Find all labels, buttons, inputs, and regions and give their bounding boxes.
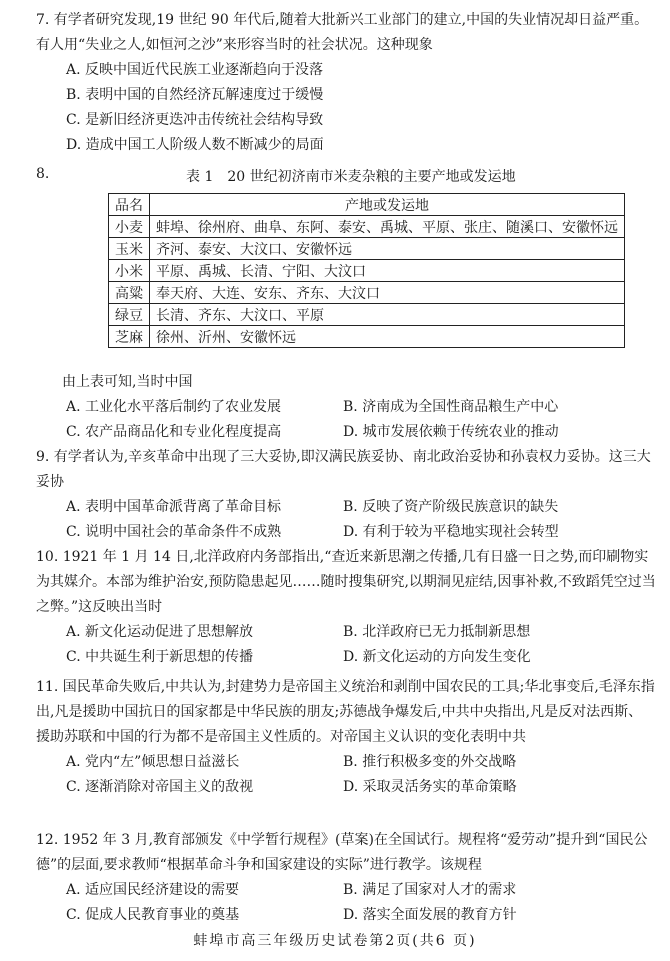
header-origin: 产地或发运地 bbox=[150, 194, 625, 216]
table-row bbox=[109, 282, 625, 304]
page-footer: 蚌埠市高三年级历史试卷第2页(共6 页) bbox=[193, 933, 477, 949]
option-c: C. 是新旧经济更迭冲击传统社会结构导致 bbox=[66, 112, 324, 128]
cell-origin: 徐州、沂州、安徽怀远 bbox=[150, 326, 625, 348]
header-name: 品名 bbox=[109, 194, 150, 216]
cell-grain: 高粱 bbox=[109, 282, 150, 304]
question-12 bbox=[36, 828, 656, 903]
cell-grain: 小米 bbox=[109, 260, 150, 282]
question-10 bbox=[36, 545, 656, 670]
cell-origin: 齐河、泰安、大汶口、安徽怀远 bbox=[150, 238, 625, 260]
table-header-row bbox=[109, 194, 625, 216]
table-row bbox=[109, 326, 625, 348]
option-a: A. 党内“左”倾思想日益滋长 bbox=[66, 754, 240, 770]
option-c: C. 农产品商品化和专业化程度提高 bbox=[66, 424, 282, 440]
option-d: D. 采取灵活务实的革命策略 bbox=[343, 779, 517, 795]
option-c: C. 说明中国社会的革命条件不成熟 bbox=[66, 524, 282, 540]
option-a: A. 表明中国革命派背离了革命目标 bbox=[66, 499, 282, 515]
option-d: D. 城市发展依赖于传统农业的推动 bbox=[343, 424, 559, 440]
option-b: B. 满足了国家对人才的需求 bbox=[343, 882, 517, 898]
question-9 bbox=[36, 445, 656, 545]
cell-origin: 长清、齐东、大汶口、平原 bbox=[150, 304, 625, 326]
option-b: B. 反映了资产阶级民族意识的缺失 bbox=[343, 499, 559, 515]
cell-grain: 小麦 bbox=[109, 216, 150, 238]
option-d: D. 有利于较为平稳地实现社会转型 bbox=[343, 524, 559, 540]
question-stem: 由上表可知,当时中国 bbox=[62, 374, 193, 390]
option-b: B. 济南成为全国性商品粮生产中心 bbox=[343, 399, 559, 415]
question-12-options-cd bbox=[36, 903, 656, 928]
question-stem: 11. 国民革命失败后,中共认为,封建势力是帝国主义统治和剥削中国农民的工具;华北事变后,毛泽东指出,凡是援助中国抗日的国家都是中华民族的朋友;苏德战争爆发后,中共中央指出,凡是反对法西斯、援助苏联和中国的行为都不是帝国主义性质的。对帝国主义认识的变化表明中共 bbox=[36, 679, 655, 745]
table-caption: 表 1 20 世纪初济南市米麦杂粮的主要产地或发运地 bbox=[186, 169, 516, 185]
option-d: D. 造成中国工人阶级人数不断减少的局面 bbox=[66, 137, 324, 153]
table-row bbox=[109, 238, 625, 260]
option-b: B. 北洋政府已无力抵制新思想 bbox=[343, 624, 531, 640]
option-d: D. 新文化运动的方向发生变化 bbox=[343, 649, 531, 665]
option-b: B. 表明中国的自然经济瓦解速度过于缓慢 bbox=[66, 87, 324, 103]
option-c: C. 中共诞生利于新思想的传播 bbox=[66, 649, 254, 665]
question-11 bbox=[36, 675, 656, 800]
table-row bbox=[109, 304, 625, 326]
table-row bbox=[109, 216, 625, 238]
question-stem: 12. 1952 年 3 月,教育部颁发《中学暂行规程》(草案)在全国试行。规程将“爱劳动”提升到“国民公德”的层面,要求教师“根据革命斗争和国家建设的实际”进行教学。该规程 bbox=[36, 832, 648, 873]
grain-origin-table bbox=[108, 193, 625, 348]
question-stem: 9. 有学者认为,辛亥革命中出现了三大妥协,即汉满民族妥协、南北政治妥协和孙袁权力妥协。这三大妥协 bbox=[36, 449, 651, 490]
option-a: A. 反映中国近代民族工业逐渐趋向于没落 bbox=[66, 62, 324, 78]
cell-origin: 蚌埠、徐州府、曲阜、东阿、泰安、禹城、平原、张庄、随溪口、安徽怀远 bbox=[150, 216, 625, 238]
question-8-body bbox=[36, 370, 656, 445]
cell-grain: 玉米 bbox=[109, 238, 150, 260]
option-a: A. 适应国民经济建设的需要 bbox=[66, 882, 240, 898]
option-c: C. 促成人民教育事业的奠基 bbox=[66, 907, 240, 923]
option-a: A. 新文化运动促进了思想解放 bbox=[66, 624, 254, 640]
option-d: D. 落实全面发展的教育方针 bbox=[343, 907, 517, 923]
option-a: A. 工业化水平落后制约了农业发展 bbox=[66, 399, 282, 415]
cell-origin: 平原、禹城、长清、宁阳、大汶口 bbox=[150, 260, 625, 282]
option-b: B. 推行积极多变的外交战略 bbox=[343, 754, 517, 770]
cell-origin: 奉天府、大连、安东、齐东、大汶口 bbox=[150, 282, 625, 304]
cell-grain: 芝麻 bbox=[109, 326, 150, 348]
question-stem: 10. 1921 年 1 月 14 日,北洋政府内务部指出,“查近来新思潮之传播,几有日盛一日之势,而印刷物实为其媒介。本部为维护治安,预防隐患起见……随时搜集研究,以期洞见症结,因事补救,不致蹈凭空过当之弊。”这反映出当时 bbox=[36, 549, 656, 615]
question-stem: 7. 有学者研究发现,19 世纪 90 年代后,随着大批新兴工业部门的建立,中国的失业情况却日益严重。有人用“失业之人,如恒河之沙”来形容当时的社会状况。这种现象 bbox=[36, 12, 649, 53]
table-row bbox=[109, 260, 625, 282]
option-c: C. 逐渐消除对帝国主义的敌视 bbox=[66, 779, 254, 795]
question-7 bbox=[36, 8, 656, 158]
cell-grain: 绿豆 bbox=[109, 304, 150, 326]
question-8-number: 8. bbox=[36, 166, 50, 182]
